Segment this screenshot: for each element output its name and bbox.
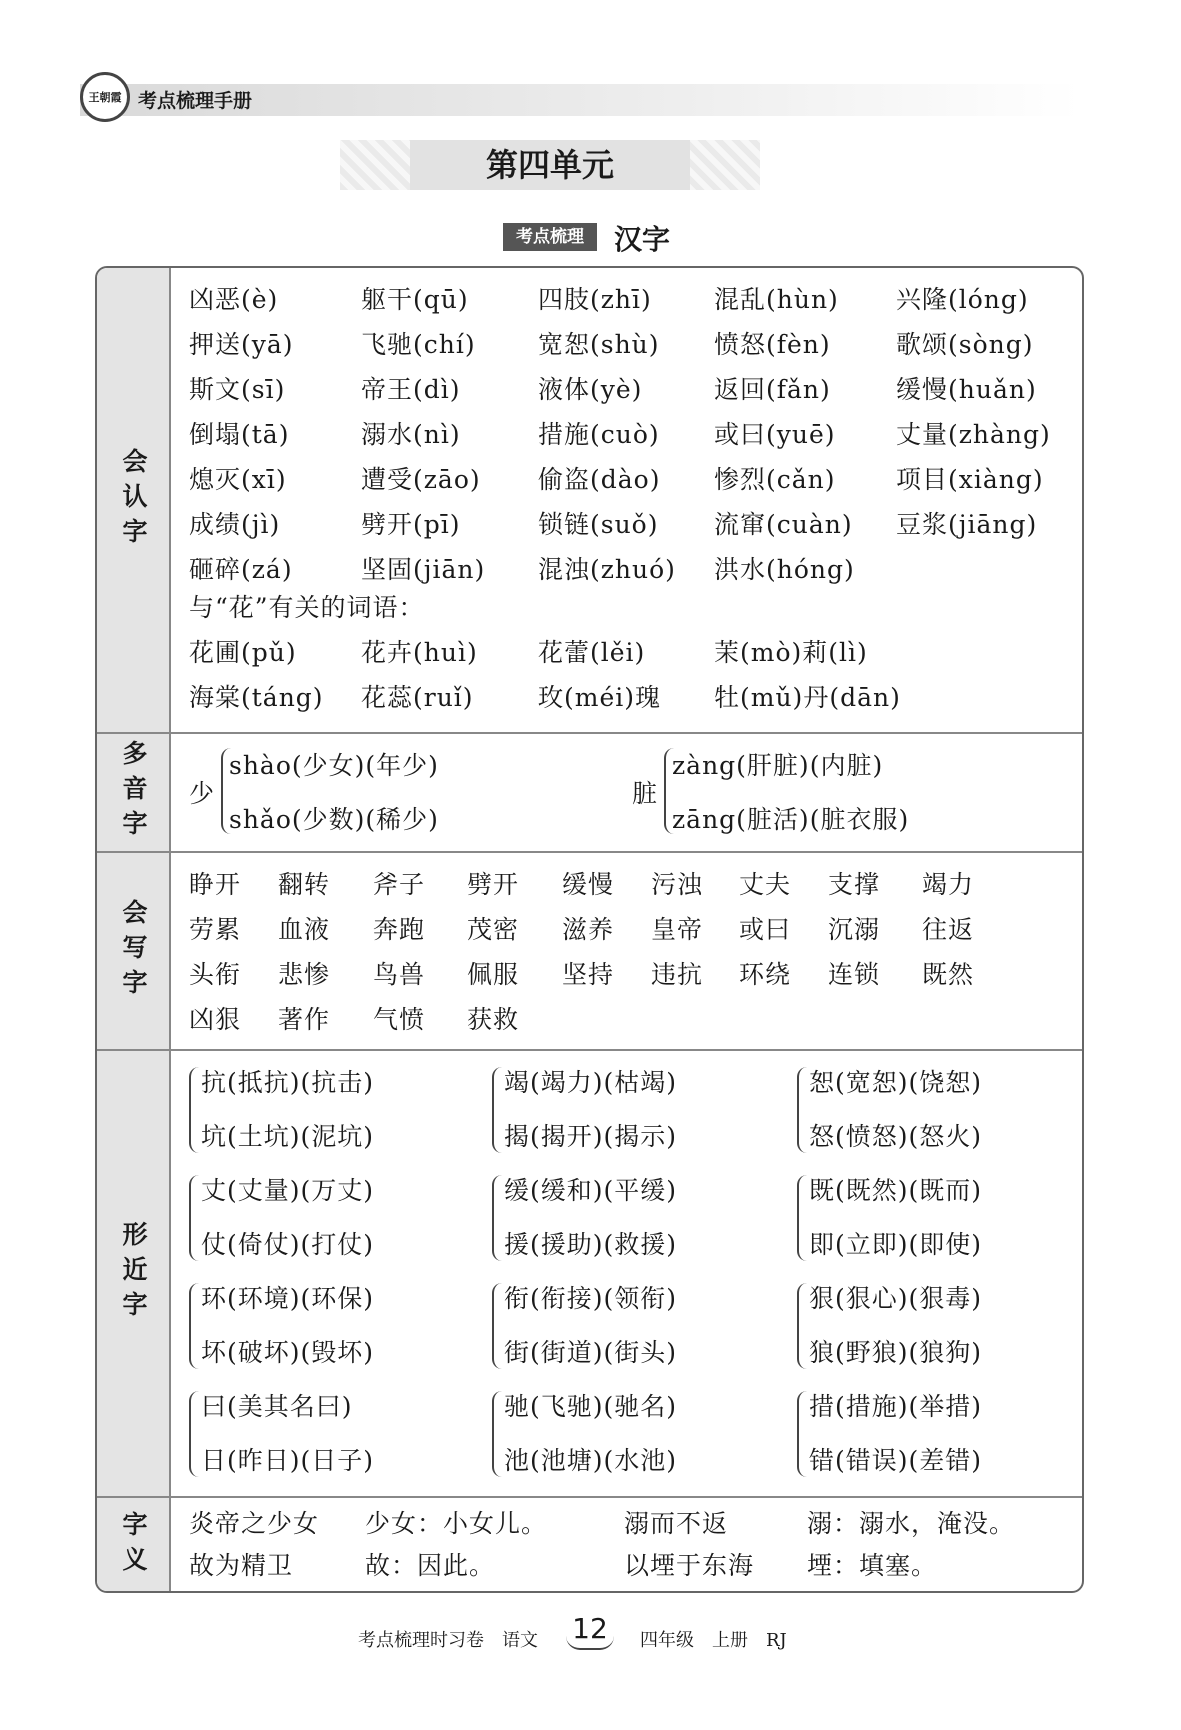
row-huixiezi: [97, 853, 1082, 1051]
write-word: 缓慢: [562, 870, 615, 899]
row-label: 多音字: [119, 740, 148, 845]
similar-char-entry: 错(错误)(差错): [809, 1446, 983, 1475]
publisher-logo: 王朝霞: [80, 72, 130, 122]
write-word: 环绕: [739, 960, 792, 989]
similar-char-entry: 街(街道)(街头): [504, 1338, 678, 1367]
row-label-cell: [97, 853, 171, 1049]
similar-char-entry: 既(既然)(既而): [809, 1176, 983, 1205]
row-label-cell: [97, 1051, 171, 1496]
flower-word: 玫(méi)瑰: [538, 683, 662, 712]
brace: [797, 1175, 807, 1261]
write-word: 睁开: [189, 870, 242, 899]
brace: [797, 1067, 807, 1153]
recognize-word: 愤怒(fèn): [714, 330, 831, 359]
write-word: 违抗: [651, 960, 704, 989]
recognize-word: 丈量(zhàng): [896, 420, 1051, 449]
write-word: 鸟兽: [373, 960, 426, 989]
meaning-entry: 炎帝之少女: [189, 1509, 320, 1538]
similar-char-entry: 仗(倚仗)(打仗): [201, 1230, 375, 1259]
recognize-word: 歌颂(sòng): [896, 330, 1034, 359]
row-label-cell: [97, 268, 171, 732]
similar-char-entry: 驰(飞驰)(驰名): [504, 1392, 678, 1421]
recognize-word: 液体(yè): [538, 375, 643, 404]
brace: [492, 1175, 502, 1261]
flower-word: 牡(mǔ)丹(dān): [714, 683, 901, 712]
recognize-word: 遭受(zāo): [361, 465, 481, 494]
recognize-word: 斯文(sī): [189, 375, 286, 404]
meaning-entry: 少女：小女儿。: [365, 1509, 548, 1538]
brace: [189, 1283, 199, 1369]
recognize-word: 四肢(zhī): [538, 285, 652, 314]
recognize-word: 兴隆(lóng): [896, 285, 1029, 314]
recognize-word: 押送(yā): [189, 330, 294, 359]
recognize-word: 倒塌(tā): [189, 420, 290, 449]
write-word: 污浊: [651, 870, 704, 899]
write-word: 竭力: [922, 870, 975, 899]
flower-word: 花蕊(ruǐ): [361, 683, 474, 712]
write-word: 获救: [467, 1005, 520, 1034]
flower-word: 茉(mò)莉(lì): [714, 638, 868, 667]
footer-book-title: 考点梳理时习卷 语文: [358, 1630, 538, 1651]
write-word: 皇帝: [651, 915, 704, 944]
recognize-word: 坚固(jiān): [361, 555, 486, 584]
row-xingjinzi: [97, 1051, 1082, 1498]
recognize-word: 项目(xiàng): [896, 465, 1044, 494]
recognize-word: 或曰(yuē): [714, 420, 836, 449]
row-ziyi: [97, 1498, 1082, 1593]
polyphone-reading: shǎo(少数)(稀少): [229, 805, 439, 834]
meaning-entry: 故为精卫: [189, 1551, 294, 1580]
polyphone-reading: zàng(肝脏)(内脏): [672, 751, 884, 780]
polyphone-char: 脏: [632, 779, 659, 808]
row-huirenzi: [97, 268, 1082, 734]
similar-char-entry: 曰(美其名曰): [201, 1392, 353, 1421]
flower-word: 花卉(huì): [361, 638, 478, 667]
similar-char-entry: 池(池塘)(水池): [504, 1446, 678, 1475]
recognize-word: 返回(fǎn): [714, 375, 831, 404]
similar-char-entry: 坑(土坑)(泥坑): [201, 1122, 375, 1151]
hanzi-table: [95, 266, 1084, 1593]
polyphone-reading: zāng(脏活)(脏衣服): [672, 805, 910, 834]
recognize-word: 混浊(zhuó): [538, 555, 676, 584]
write-word: 茂密: [467, 915, 520, 944]
footer-grade: 四年级 上册 RJ: [640, 1630, 787, 1651]
recognize-word: 措施(cuò): [538, 420, 660, 449]
recognize-word: 惨烈(cǎn): [714, 465, 836, 494]
flower-word: 花圃(pǔ): [189, 638, 297, 667]
similar-char-entry: 狠(狠心)(狠毒): [809, 1284, 983, 1313]
write-word: 或曰: [739, 915, 792, 944]
recognize-word: 帝王(dì): [361, 375, 461, 404]
brace: [492, 1391, 502, 1477]
similar-char-entry: 抗(抵抗)(抗击): [201, 1068, 375, 1097]
write-word: 翻转: [278, 870, 331, 899]
similar-char-entry: 狼(野狼)(狼狗): [809, 1338, 983, 1367]
similar-char-entry: 缓(缓和)(平缓): [504, 1176, 678, 1205]
recognize-word: 宽恕(shù): [538, 330, 660, 359]
polyphone-reading: shào(少女)(年少): [229, 751, 439, 780]
flower-heading: 与“花”有关的词语：: [189, 593, 425, 622]
row-label: 会认字: [119, 447, 148, 553]
recognize-word: 成绩(jì): [189, 510, 281, 539]
polyphone-char: 少: [189, 779, 216, 808]
write-word: 滋养: [562, 915, 615, 944]
recognize-word: 豆浆(jiāng): [896, 510, 1038, 539]
write-word: 既然: [922, 960, 975, 989]
similar-char-entry: 环(环境)(环保): [201, 1284, 375, 1313]
page-number: 12: [566, 1612, 614, 1650]
brace: [797, 1391, 807, 1477]
recognize-word: 躯干(qū): [361, 285, 469, 314]
recognize-word: 劈开(pī): [361, 510, 461, 539]
similar-char-entry: 坏(破坏)(毁坏): [201, 1338, 375, 1367]
similar-char-entry: 日(昨日)(日子): [201, 1446, 375, 1475]
meaning-entry: 故：因此。: [365, 1551, 496, 1580]
similar-char-entry: 怒(愤怒)(怒火): [809, 1122, 983, 1151]
write-word: 凶狠: [189, 1005, 242, 1034]
write-word: 劈开: [467, 870, 520, 899]
recognize-word: 飞驰(chí): [361, 330, 476, 359]
similar-char-entry: 竭(竭力)(枯竭): [504, 1068, 678, 1097]
unit-title: 第四单元: [410, 140, 690, 190]
similar-char-entry: 措(措施)(举措): [809, 1392, 983, 1421]
write-word: 头衔: [189, 960, 242, 989]
brace: [492, 1283, 502, 1369]
recognize-word: 流窜(cuàn): [714, 510, 853, 539]
row-label: 会写字: [119, 898, 148, 1004]
recognize-word: 偷盗(dào): [538, 465, 661, 494]
brace: [189, 1391, 199, 1477]
write-word: 斧子: [373, 870, 426, 899]
write-word: 佩服: [467, 960, 520, 989]
row-duoyinzi: [97, 734, 1082, 853]
write-word: 著作: [278, 1005, 331, 1034]
row-label-cell: [97, 1498, 171, 1593]
section-title: 汉字: [614, 223, 671, 256]
write-word: 沉溺: [828, 915, 881, 944]
write-word: 支撑: [828, 870, 881, 899]
write-word: 悲惨: [278, 960, 331, 989]
similar-char-entry: 丈(丈量)(万丈): [201, 1176, 375, 1205]
brace: [189, 1067, 199, 1153]
section-tag: 考点梳理: [503, 223, 597, 251]
row-label: 字义: [119, 1510, 148, 1581]
write-word: 丈夫: [739, 870, 792, 899]
meaning-entry: 以堙于东海: [624, 1551, 755, 1580]
recognize-word: 砸碎(zá): [189, 555, 293, 584]
write-word: 血液: [278, 915, 331, 944]
similar-char-entry: 揭(揭开)(揭示): [504, 1122, 678, 1151]
flower-word: 海棠(táng): [189, 683, 324, 712]
brace: [492, 1067, 502, 1153]
brace: [189, 1175, 199, 1261]
row-label: 形近字: [119, 1221, 148, 1326]
meaning-entry: 溺：溺水，淹没。: [807, 1509, 1016, 1538]
meaning-entry: 溺而不返: [624, 1509, 729, 1538]
recognize-word: 熄灭(xī): [189, 465, 287, 494]
recognize-word: 锁链(suǒ): [538, 510, 659, 539]
meaning-entry: 堙：填塞。: [807, 1551, 938, 1580]
brace: [797, 1283, 807, 1369]
similar-char-entry: 援(援助)(救援): [504, 1230, 678, 1259]
write-word: 连锁: [828, 960, 881, 989]
write-word: 往返: [922, 915, 975, 944]
flower-word: 花蕾(lěi): [538, 638, 646, 667]
recognize-word: 洪水(hóng): [714, 555, 855, 584]
recognize-word: 混乱(hùn): [714, 285, 839, 314]
recognize-word: 缓慢(huǎn): [896, 375, 1037, 404]
similar-char-entry: 衔(衔接)(领衔): [504, 1284, 678, 1313]
recognize-word: 溺水(nì): [361, 420, 461, 449]
similar-char-entry: 即(立即)(即使): [809, 1230, 983, 1259]
similar-char-entry: 恕(宽恕)(饶恕): [809, 1068, 983, 1097]
write-word: 气愤: [373, 1005, 426, 1034]
row-label-cell: [97, 734, 171, 851]
write-word: 奔跑: [373, 915, 426, 944]
handbook-title: 考点梳理手册: [138, 90, 253, 112]
recognize-word: 凶恶(è): [189, 285, 279, 314]
write-word: 坚持: [562, 960, 615, 989]
write-word: 劳累: [189, 915, 242, 944]
